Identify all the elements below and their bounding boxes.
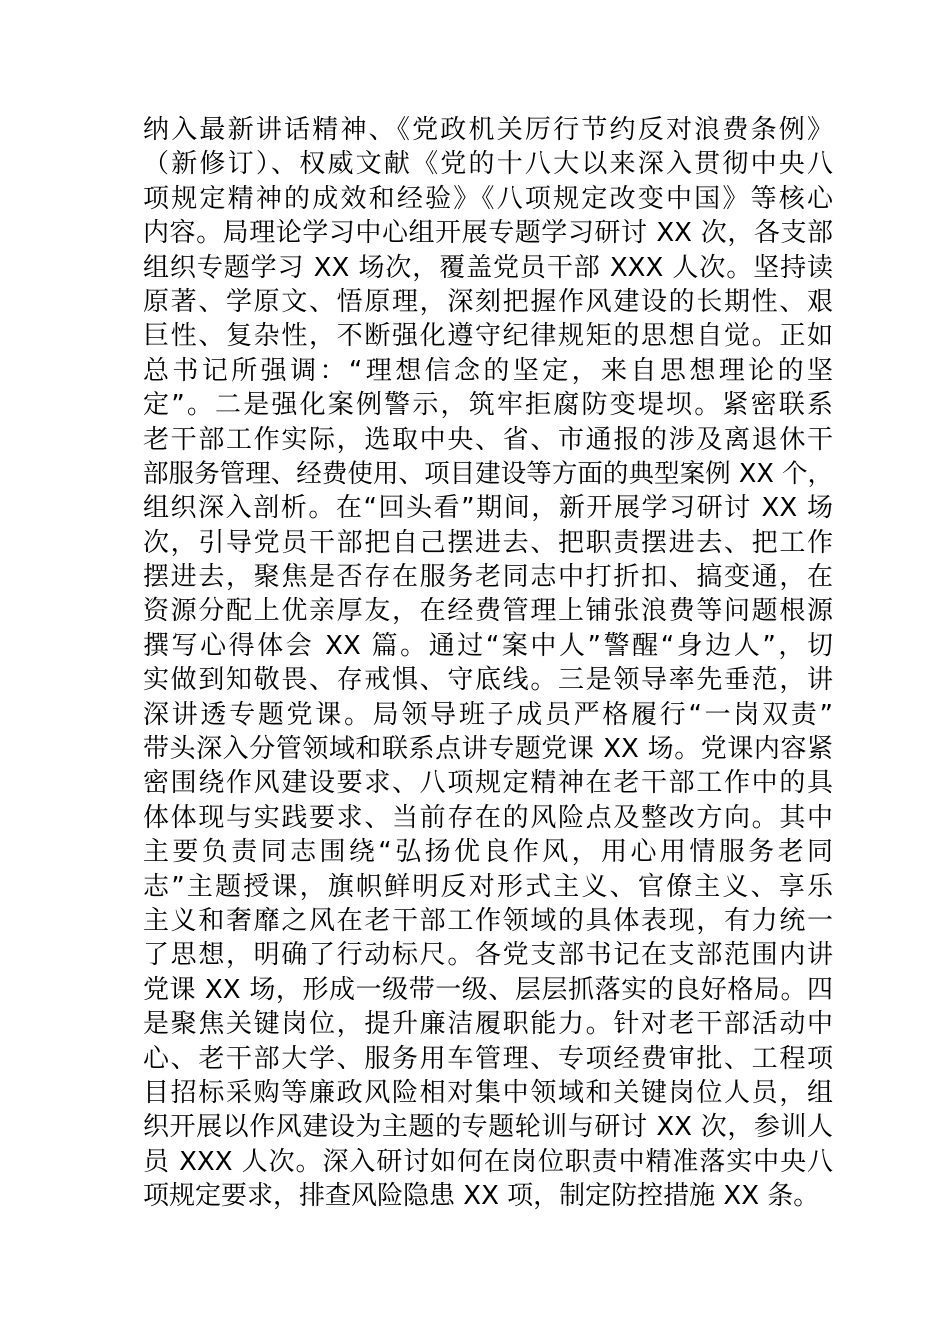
text-line: 实做到知敬畏、存戒惧、守底线。三是领导率先垂范，讲 [143, 665, 833, 696]
text-line: 党课 XX 场，形成一级带一级、层层抓落实的良好格局。四 [143, 974, 833, 1005]
text-line: 深讲透专题党课。局领导班子成员严格履行“一岗双责” [143, 699, 833, 730]
text-line: 密围绕作风建设要求、八项规定精神在老干部工作中的具 [143, 768, 833, 799]
text-line: 次，引导党员干部把自己摆进去、把职责摆进去、把工作 [143, 527, 833, 558]
text-line: 撰写心得体会 XX 篇。通过“案中人”警醒“身边人”，切 [143, 630, 833, 661]
text-line: 组织专题学习 XX 场次，覆盖党员干部 XXX 人次。坚持读 [143, 252, 833, 283]
text-line: 体体现与实践要求、当前存在的风险点及整改方向。其中 [143, 802, 833, 833]
text-line: 老干部工作实际，选取中央、省、市通报的涉及离退休干 [143, 424, 833, 455]
text-line: 总书记所强调：“理想信念的坚定，来自思想理论的坚 [143, 355, 833, 386]
text-line: 员 XXX 人次。深入研讨如何在岗位职责中精准落实中央八 [143, 1146, 833, 1177]
text-line: 织开展以作风建设为主题的专题轮训与研讨 XX 次，参训人 [143, 1112, 833, 1143]
text-line: 志”主题授课，旗帜鲜明反对形式主义、官僚主义、享乐 [143, 871, 833, 902]
text-line: 项规定要求，排查风险隐患 XX 项，制定防控措施 XX 条。 [143, 1181, 820, 1212]
text-line: 主要负责同志围绕“弘扬优良作风，用心用情服务老同 [143, 837, 833, 868]
body-paragraph [143, 113, 833, 1214]
text-line: 项规定精神的成效和经验》《八项规定改变中国》等核心 [143, 183, 833, 214]
text-line: 带头深入分管领域和联系点讲专题党课 XX 场。党课内容紧 [143, 734, 833, 765]
text-line: 是聚焦关键岗位，提升廉洁履职能力。针对老干部活动中 [143, 1009, 833, 1040]
text-line: 巨性、复杂性，不断强化遵守纪律规矩的思想自觉。正如 [143, 321, 833, 352]
text-line: 资源分配上优亲厚友，在经费管理上铺张浪费等问题根源 [143, 596, 833, 627]
text-line: 定”。二是强化案例警示，筑牢拒腐防变堤坝。紧密联系 [143, 390, 833, 421]
text-line: 了思想，明确了行动标尺。各党支部书记在支部范围内讲 [143, 940, 833, 971]
text-line: （新修订）、权威文献《党的十八大以来深入贯彻中央八 [143, 149, 833, 180]
text-line: 内容。局理论学习中心组开展专题学习研讨 XX 次，各支部 [143, 218, 833, 249]
text-line: 摆进去，聚焦是否存在服务老同志中打折扣、搞变通，在 [143, 562, 833, 593]
text-line: 目招标采购等廉政风险相对集中领域和关键岗位人员，组 [143, 1077, 833, 1108]
text-line: 原著、学原文、悟原理，深刻把握作风建设的长期性、艰 [143, 286, 833, 317]
text-line: 部服务管理、经费使用、项目建设等方面的典型案例 XX 个， [143, 458, 833, 489]
text-line: 组织深入剖析。在“回头看”期间，新开展学习研讨 XX 场 [143, 493, 833, 524]
text-line: 纳入最新讲话精神、《党政机关厉行节约反对浪费条例》 [143, 115, 833, 145]
text-line: 主义和奢靡之风在老干部工作领域的具体表现，有力统一 [143, 905, 833, 936]
text-line: 心、老干部大学、服务用车管理、专项经费审批、工程项 [143, 1043, 833, 1074]
